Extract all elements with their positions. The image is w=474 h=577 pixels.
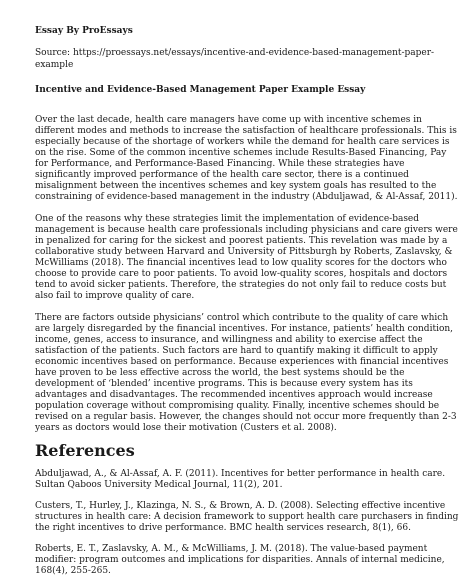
- essay-paragraph-2: One of the reasons why these strategies limit the implementation of evidence-based management is because health care professionals including physicians and care givers were in penalized for caring for the sickest and poorest patients. This revelation was made by a collaborative study between Harvard and University of Pittsburgh by Roberts, Zaslavsky, & McWilliams (2018). The financial incentives lead to low quality scores for the doctors who choose to provide care to poor patients. To avoid low-quality scores, hospitals and doctors tend to avoid sicker patients. Therefore, the strategies do not only fail to reduce costs but also fail to improve quality of care.: [35, 214, 458, 301]
- reference-item-2: Custers, T., Hurley, J., Klazinga, N. S., & Brown, A. D. (2008). Selecting effective incentive structures in health care: A decision framework to support health care purchasers in finding the right incentives to drive performance. BMC health services research, 8(1), 66.: [35, 501, 459, 533]
- essay-paragraph-3: There are factors outside physicians’ control which contribute to the quality of care which are largely disregarded by the financial incentives. For instance, patients’ health condition, income, genes, access to insurance, and willingness and ability to exercise affect the satisfaction of the patients. Such factors are hard to quantify making it difficult to apply economic incentives based on performance. Because experiences with financial incentives have proven to be less effective across the world, the best systems should be the development of ‘blended’ incentive programs. This is because every system has its advantages and disadvantages. The recommended incentives approach would increase population coverage without compromising quality. Finally, incentive schemes should be revised on a regular basis. However, the changes should not occur more frequently than 2-3 years as doctors would lose their motivation (Custers et al. 2008).: [35, 313, 457, 433]
- essay-paragraph-1: Over the last decade, health care managers have come up with incentive schemes in different modes and methods to increase the satisfaction of healthcare professionals. This is especially because of the shortage of workers while the demand for health care services is on the rise. Some of the common incentive schemes include Results-Based Financing, Pay for Performance, and Performance-Based Financing. While these strategies have significantly improved performance of the health care sector, there is a continued misalignment between the incentives schemes and key system goals has resulted to the constraining of evidence-based management in the industry (Abduljawad, & Al-Assaf, 2011).: [35, 115, 458, 202]
- essay-title: Incentive and Evidence-Based Management Paper Example Essay: [35, 85, 366, 95]
- reference-item-3: Roberts, E. T., Zaslavsky, A. M., & McWilliams, J. M. (2018). The value-based payment modifier: program outcomes and implications for disparities. Annals of internal medicine, 168(4), 255-265.: [35, 544, 445, 576]
- references-heading: References: [35, 441, 135, 460]
- reference-item-1: Abduljawad, A., & Al-Assaf, A. F. (2011). Incentives for better performance in health care. Sultan Qaboos University Medical Journal, 11(2), 201.: [35, 469, 446, 490]
- site-brand: Essay By ProEssays: [35, 26, 133, 36]
- source-line: Source: https://proessays.net/essays/incentive-and-evidence-based-management-paper-example: [35, 48, 435, 70]
